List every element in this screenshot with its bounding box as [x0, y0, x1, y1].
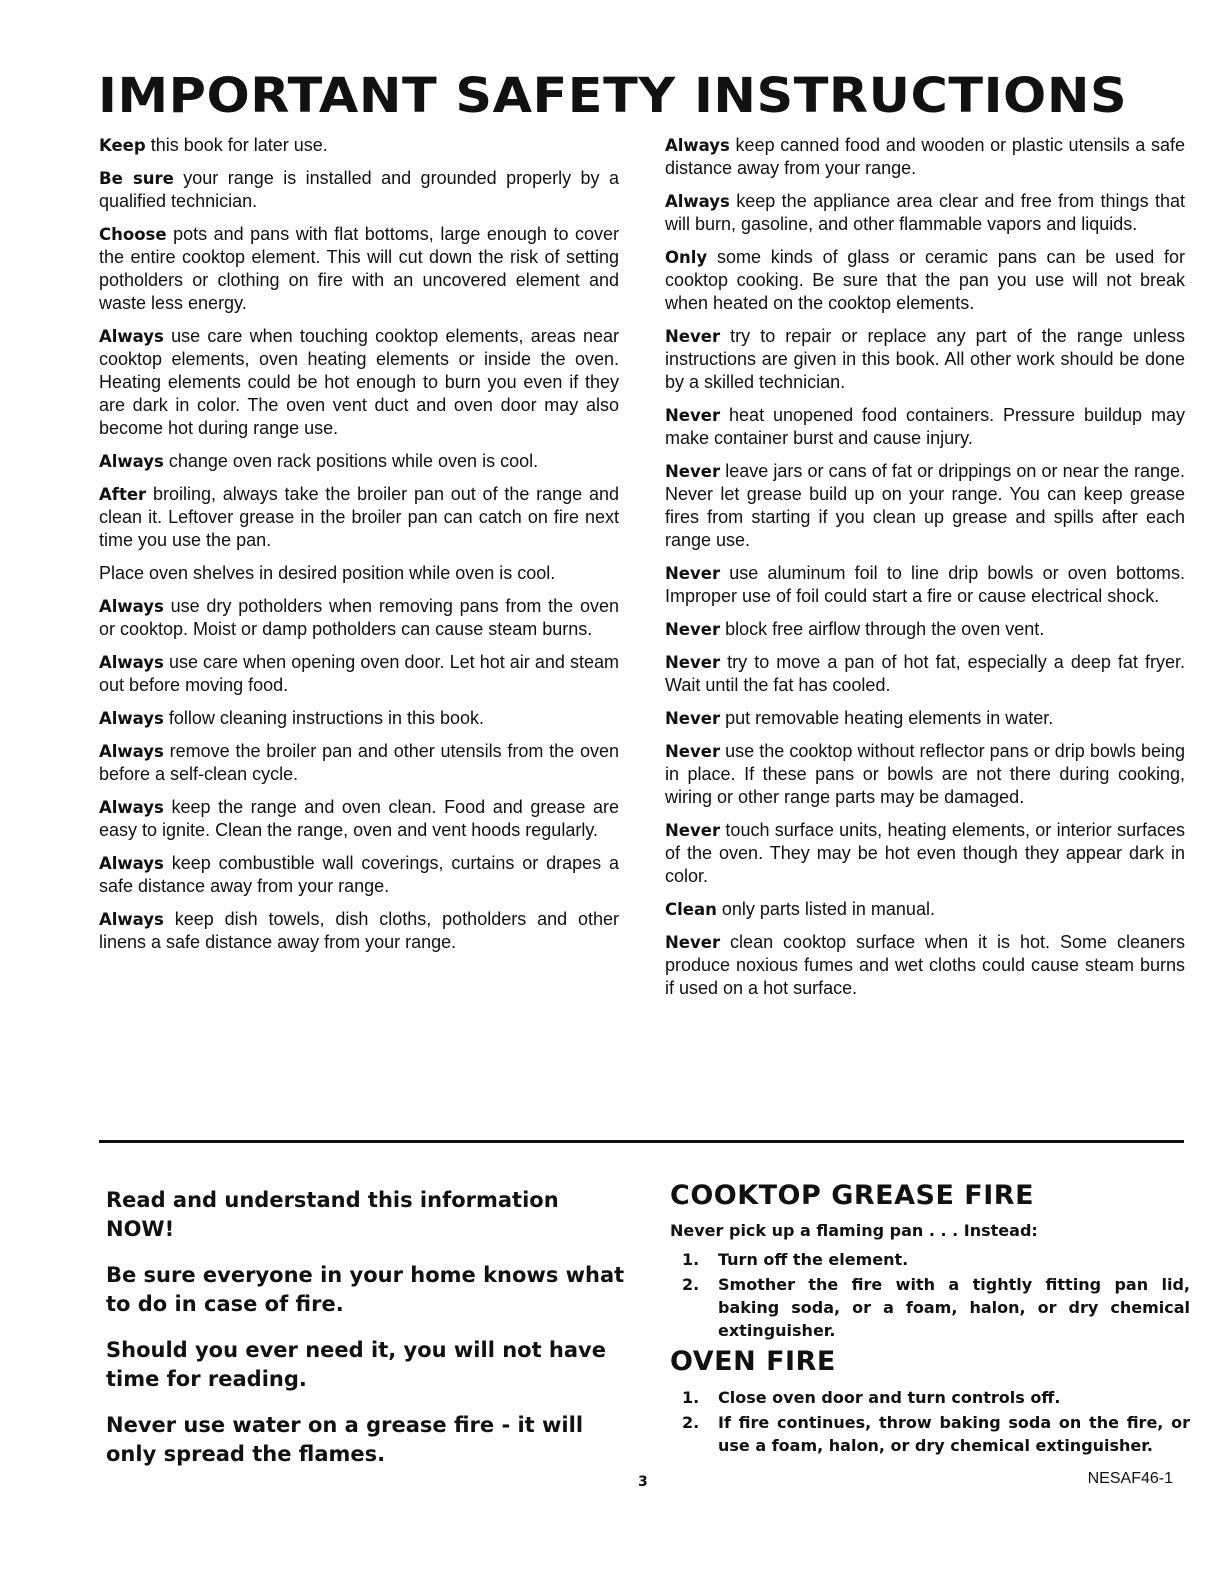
instruction-text: put removable heating elements in water. — [720, 708, 1054, 728]
step-number: 1. — [682, 1250, 700, 1269]
instruction-text: keep dish towels, dish cloths, potholders and other linens a safe distance away from your range. — [99, 909, 619, 952]
instruction-text: block free airflow through the oven vent. — [720, 619, 1045, 639]
instruction-item — [665, 404, 1185, 450]
instruction-item — [665, 246, 1185, 315]
step-text: Close oven door and turn controls off. — [718, 1388, 1061, 1407]
document-code: NESAF46-1 — [1087, 1470, 1173, 1487]
instruction-lead: Always — [99, 452, 164, 471]
instruction-text: keep the range and oven clean. Food and grease are easy to ignite. Clean the range, oven and vent hoods regularly. — [99, 797, 619, 840]
instruction-text: change oven rack positions while oven is cool. — [163, 451, 539, 471]
instruction-text: keep canned food and wooden or plastic utensils a safe distance away from your range. — [665, 135, 1185, 178]
instruction-lead: Never — [665, 462, 721, 481]
instruction-text: leave jars or cans of fat or drippings on or near the range. Never let grease build up on your range. You can keep grease fires from starting if you clean up grease and spills after each range use. — [665, 461, 1185, 550]
instruction-text: pots and pans with flat bottoms, large enough to cover the entire cooktop element. This will cut down the risk of setting potholders or clothing on fire with an uncovered element and waste less energy. — [99, 224, 619, 313]
step-item — [670, 1248, 1190, 1271]
instruction-lead: Always — [99, 327, 164, 346]
instruction-text: remove the broiler pan and other utensils from the oven before a self-clean cycle. — [99, 741, 619, 784]
instruction-text: touch surface units, heating elements, or interior surfaces of the oven. They may be hot even though they appear dark in color. — [665, 820, 1185, 886]
instruction-lead: Choose — [99, 225, 167, 244]
instruction-lead: Always — [99, 910, 164, 929]
instruction-item — [665, 931, 1185, 1000]
instruction-item — [99, 651, 619, 697]
instruction-lead: Never — [665, 933, 721, 952]
instruction-lead: Never — [665, 742, 721, 761]
instruction-lead: Always — [99, 709, 164, 728]
instruction-item — [99, 167, 619, 213]
everyone-knows-notice: Be sure everyone in your home knows what to do in case of fire. — [106, 1263, 625, 1316]
instruction-text: try to repair or replace any part of the range unless instructions are given in this book. All other work should be done by a skilled technician. — [665, 326, 1185, 392]
instruction-lead: Always — [99, 742, 164, 761]
step-item — [670, 1411, 1190, 1457]
instruction-text: broiling, always take the broiler pan out of the range and clean it. Leftover grease in the broiler pan can catch on fire next time you use the pan. — [99, 484, 619, 550]
instruction-text: your range is installed and grounded properly by a qualified technician. — [99, 168, 619, 211]
instruction-text: this book for later use. — [145, 135, 328, 155]
instruction-item — [99, 796, 619, 842]
instruction-lead: Always — [99, 653, 164, 672]
instruction-item — [665, 740, 1185, 809]
instruction-item — [99, 483, 619, 552]
instruction-lead: Always — [665, 136, 730, 155]
safety-list-left — [99, 134, 619, 964]
instruction-item — [99, 707, 619, 730]
instruction-lead: Always — [99, 597, 164, 616]
step-text: If fire continues, throw baking soda on the fire, or use a foam, halon, or dry chemical extinguisher. — [718, 1413, 1190, 1455]
safety-list-right — [665, 134, 1185, 1010]
instruction-text: try to move a pan of hot fat, especially a deep fat fryer. Wait until the fat has cooled. — [665, 652, 1185, 695]
cooktop-fire-heading: COOKTOP GREASE FIRE — [670, 1180, 1035, 1211]
instruction-lead: Never — [665, 564, 721, 583]
section-divider — [99, 1140, 1184, 1143]
instruction-item — [665, 707, 1185, 730]
instruction-item — [665, 898, 1185, 921]
instruction-text: use dry potholders when removing pans from the oven or cooktop. Moist or damp potholders can cause steam burns. — [99, 596, 619, 639]
instruction-text: use aluminum foil to line drip bowls or oven bottoms. Improper use of foil could start a fire or cause electrical shock. — [665, 563, 1185, 606]
instruction-item — [665, 190, 1185, 236]
cooktop-fire-intro: Never pick up a flaming pan . . . Instead: — [670, 1221, 1038, 1240]
instruction-text: clean cooktop surface when it is hot. Some cleaners produce noxious fumes and wet cloths could cause steam burns if used on a hot surface. — [665, 932, 1185, 998]
instruction-item — [665, 134, 1185, 180]
step-item — [670, 1386, 1190, 1409]
instruction-item — [665, 819, 1185, 888]
instruction-lead: Only — [665, 248, 708, 267]
step-number: 2. — [682, 1275, 700, 1294]
step-number: 2. — [682, 1413, 700, 1432]
read-now-notice: Read and understand this information NOW! — [106, 1188, 559, 1241]
instruction-text: heat unopened food containers. Pressure buildup may make container burst and cause injury. — [665, 405, 1185, 448]
instruction-lead: Never — [665, 709, 721, 728]
instruction-item — [665, 460, 1185, 552]
instruction-text: keep combustible wall coverings, curtains or drapes a safe distance away from your range. — [99, 853, 619, 896]
instruction-text: use care when touching cooktop elements, areas near cooktop elements, oven heating elements or inside the oven. Heating elements could be hot enough to burn you even if they are dark in color. The oven vent duct and oven door may also become hot during range use. — [99, 326, 619, 438]
instruction-item — [99, 908, 619, 954]
step-text: Turn off the element. — [718, 1250, 909, 1269]
instruction-lead: Clean — [665, 900, 717, 919]
instruction-text: some kinds of glass or ceramic pans can be used for cooktop cooking. Be sure that the pan you use will not break when heated on the cooktop elements. — [665, 247, 1185, 313]
instruction-text: keep the appliance area clear and free from things that will burn, gasoline, and other flammable vapors and liquids. — [665, 191, 1185, 234]
instruction-lead: After — [99, 485, 147, 504]
no-time-notice: Should you ever need it, you will not have time for reading. — [106, 1338, 606, 1391]
instruction-lead: Never — [665, 406, 721, 425]
instruction-item — [665, 562, 1185, 608]
instruction-item — [99, 562, 619, 585]
fire-procedures — [670, 1180, 1190, 1461]
cooktop-fire-steps — [670, 1248, 1190, 1342]
instruction-lead: Always — [665, 192, 730, 211]
instruction-item — [99, 852, 619, 898]
instruction-lead: Keep — [99, 136, 146, 155]
instruction-lead: Be sure — [99, 169, 174, 188]
instruction-item — [99, 740, 619, 786]
step-number: 1. — [682, 1388, 700, 1407]
instruction-text: follow cleaning instructions in this book. — [163, 708, 485, 728]
instruction-lead: Never — [665, 620, 721, 639]
instruction-item — [665, 325, 1185, 394]
no-water-notice: Never use water on a grease fire - it will only spread the flames. — [106, 1413, 584, 1466]
instruction-lead: Always — [99, 854, 164, 873]
step-text: Smother the fire with a tightly fitting pan lid, baking soda, or a foam, halon, or dry chemical extinguisher. — [718, 1275, 1190, 1340]
instruction-item — [99, 450, 619, 473]
instruction-item — [665, 651, 1185, 697]
instruction-item — [99, 595, 619, 641]
instruction-item — [99, 134, 619, 157]
instruction-text: use care when opening oven door. Let hot air and steam out before moving food. — [99, 652, 619, 695]
fire-warning-block — [106, 1186, 626, 1486]
step-item — [670, 1273, 1190, 1342]
oven-fire-heading: OVEN FIRE — [670, 1346, 836, 1377]
instruction-text: Place oven shelves in desired position while oven is cool. — [99, 563, 556, 583]
instruction-lead: Never — [665, 327, 721, 346]
instruction-lead: Never — [665, 821, 721, 840]
instruction-lead: Never — [665, 653, 721, 672]
instruction-text: use the cooktop without reflector pans or drip bowls being in place. If these pans or bowls are not there during cooking, wiring or other range parts may be damaged. — [665, 741, 1185, 807]
instruction-lead: Always — [99, 798, 164, 817]
instruction-item — [99, 223, 619, 315]
instruction-item — [99, 325, 619, 440]
instruction-text: only parts listed in manual. — [716, 899, 935, 919]
page-number: 3 — [638, 1474, 648, 1490]
instruction-item — [665, 618, 1185, 641]
oven-fire-steps — [670, 1386, 1190, 1457]
page-title: IMPORTANT SAFETY INSTRUCTIONS — [98, 68, 1128, 124]
